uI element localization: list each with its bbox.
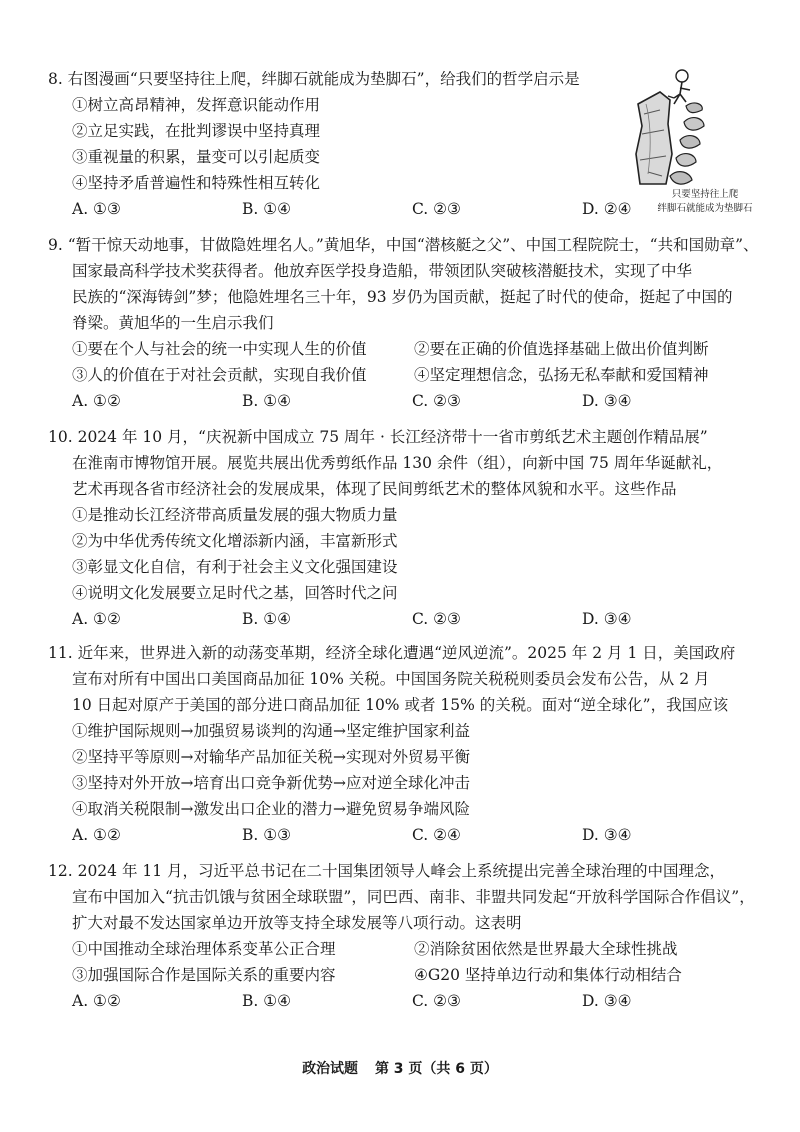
option-4: ④取消关税限制→激发出口企业的潜力→避免贸易争端风险 xyxy=(72,800,470,818)
option-2: ②为中华优秀传统文化增添新内涵，丰富新形式 xyxy=(72,532,398,550)
choice-d: D. ③④ xyxy=(582,992,632,1010)
choice-b: B. ①④ xyxy=(242,992,292,1010)
choice-c: C. ②③ xyxy=(412,200,461,218)
option-3: ③彰显文化自信，有利于社会主义文化强国建设 xyxy=(72,558,398,576)
choice-b: B. ①③ xyxy=(242,826,292,844)
page-number: 第 3 页（共 6 页） xyxy=(374,1061,498,1077)
page-footer xyxy=(0,1058,800,1078)
question-stem-line: 在淮南市博物馆开展。展览共展出优秀剪纸作品 130 余件（组），向新中国 75 周年华诞献礼， xyxy=(72,454,723,472)
choice-d: D. ②④ xyxy=(582,200,632,218)
choice-a: A. ①③ xyxy=(72,200,121,218)
cartoon-caption-line-2: 绊脚石就能成为垫脚石 xyxy=(657,203,753,214)
answer-choices xyxy=(48,388,760,414)
choice-c: C. ②③ xyxy=(412,610,461,628)
cartoon-illustration xyxy=(630,64,780,216)
question-stem-line: 宣布中国加入“抗击饥饿与贫困全球联盟”，同巴西、南非、非盟共同发起“开放科学国际合作倡议”， xyxy=(72,888,755,906)
option-1: ①要在个人与社会的统一中实现人生的价值 xyxy=(72,340,367,358)
choice-b: B. ①④ xyxy=(242,200,292,218)
answer-choices xyxy=(48,606,760,632)
question-11 xyxy=(48,640,760,848)
question-stem-line: 11. 近年来，世界进入新的动荡变革期，经济全球化遭遇“逆风逆流”。2025 年 2 月 1 日，美国政府 xyxy=(48,644,736,662)
choice-a: A. ①② xyxy=(72,392,121,410)
question-stem-line: 国家最高科学技术奖获得者。他放弃医学投身造船，带领团队突破核潜艇技术，实现了中华 xyxy=(72,262,693,280)
option-1: ①树立高昂精神，发挥意识能动作用 xyxy=(72,96,321,114)
answer-choices xyxy=(48,822,760,848)
question-stem-line: 脊梁。黄旭华的一生启示我们 xyxy=(72,314,274,332)
option-4: ④坚定理想信念，弘扬无私奉献和爱国精神 xyxy=(414,366,709,384)
question-10 xyxy=(48,424,760,632)
question-stem-line: 艺术再现各省市经济社会的发展成果，体现了民间剪纸艺术的整体风貌和水平。这些作品 xyxy=(72,480,677,498)
choice-b: B. ①④ xyxy=(242,392,292,410)
option-grid xyxy=(48,936,760,988)
climbing-cartoon-icon xyxy=(630,64,780,188)
subject-title: 政治试题 xyxy=(302,1061,359,1077)
option-grid xyxy=(48,336,760,388)
option-1: ①是推动长江经济带高质量发展的强大物质力量 xyxy=(72,506,398,524)
option-1: ①维护国际规则→加强贸易谈判的沟通→坚定维护国家利益 xyxy=(72,722,470,740)
question-stem-line: 扩大对最不发达国家单边开放等支持全球发展等八项行动。这表明 xyxy=(72,914,522,932)
question-9 xyxy=(48,232,760,414)
question-stem-line: 9. “暂干惊天动地事，甘做隐姓埋名人。”黄旭华，中国“潜核艇之父”、中国工程院院士，“共和国勋章”、 xyxy=(48,236,759,254)
choice-d: D. ③④ xyxy=(582,392,632,410)
option-3: ③人的价值在于对社会贡献，实现自我价值 xyxy=(72,366,367,384)
choice-d: D. ③④ xyxy=(582,610,632,628)
question-stem-line: 10. 2024 年 10 月，“庆祝新中国成立 75 周年 · 长江经济带十一省市剪纸艺术主题创作精品展” xyxy=(48,428,708,446)
question-12 xyxy=(48,858,760,1014)
choice-a: A. ①② xyxy=(72,610,121,628)
question-stem-line: 10 日起对原产于美国的部分进口商品加征 10% 或者 15% 的关税。面对“逆全球化”，我国应该 xyxy=(72,696,729,714)
choice-a: A. ①② xyxy=(72,992,121,1010)
choice-c: C. ②③ xyxy=(412,392,461,410)
choice-a: A. ①② xyxy=(72,826,121,844)
option-4: ④坚持矛盾普遍性和特殊性相互转化 xyxy=(72,174,321,192)
option-1: ①中国推动全球治理体系变革公正合理 xyxy=(72,940,336,958)
option-3: ③重视量的积累，量变可以引起质变 xyxy=(72,148,321,166)
option-2: ②消除贫困依然是世界最大全球性挑战 xyxy=(414,940,678,958)
option-2: ②立足实践，在批判谬误中坚持真理 xyxy=(72,122,321,140)
choice-b: B. ①④ xyxy=(242,610,292,628)
answer-choices xyxy=(48,988,760,1014)
question-stem-line: 宣布对所有中国出口美国商品加征 10% 关税。中国国务院关税税则委员会发布公告，从 2 月 xyxy=(72,670,710,688)
choice-c: C. ②④ xyxy=(412,826,461,844)
option-3: ③坚持对外开放→培育出口竞争新优势→应对逆全球化冲击 xyxy=(72,774,470,792)
option-2: ②要在正确的价值选择基础上做出价值判断 xyxy=(414,340,709,358)
cartoon-caption-line-1: 只要坚持往上爬 xyxy=(671,189,739,200)
choice-c: C. ②③ xyxy=(412,992,461,1010)
question-stem-line: 民族的“深海铸剑”梦；他隐姓埋名三十年，93 岁仍为国贡献，挺起了时代的使命，挺起了中国的 xyxy=(72,288,733,306)
option-4: ④说明文化发展要立足时代之基，回答时代之问 xyxy=(72,584,398,602)
option-4: ④G20 坚持单边行动和集体行动相结合 xyxy=(414,966,682,984)
question-stem-line: 8. 右图漫画“只要坚持往上爬，绊脚石就能成为垫脚石”，给我们的哲学启示是 xyxy=(48,70,580,88)
option-2: ②坚持平等原则→对输华产品加征关税→实现对外贸易平衡 xyxy=(72,748,470,766)
choice-d: D. ③④ xyxy=(582,826,632,844)
option-3: ③加强国际合作是国际关系的重要内容 xyxy=(72,966,336,984)
question-stem-line: 12. 2024 年 11 月，习近平总书记在二十国集团领导人峰会上系统提出完善全球治理的中国理念， xyxy=(48,862,726,880)
